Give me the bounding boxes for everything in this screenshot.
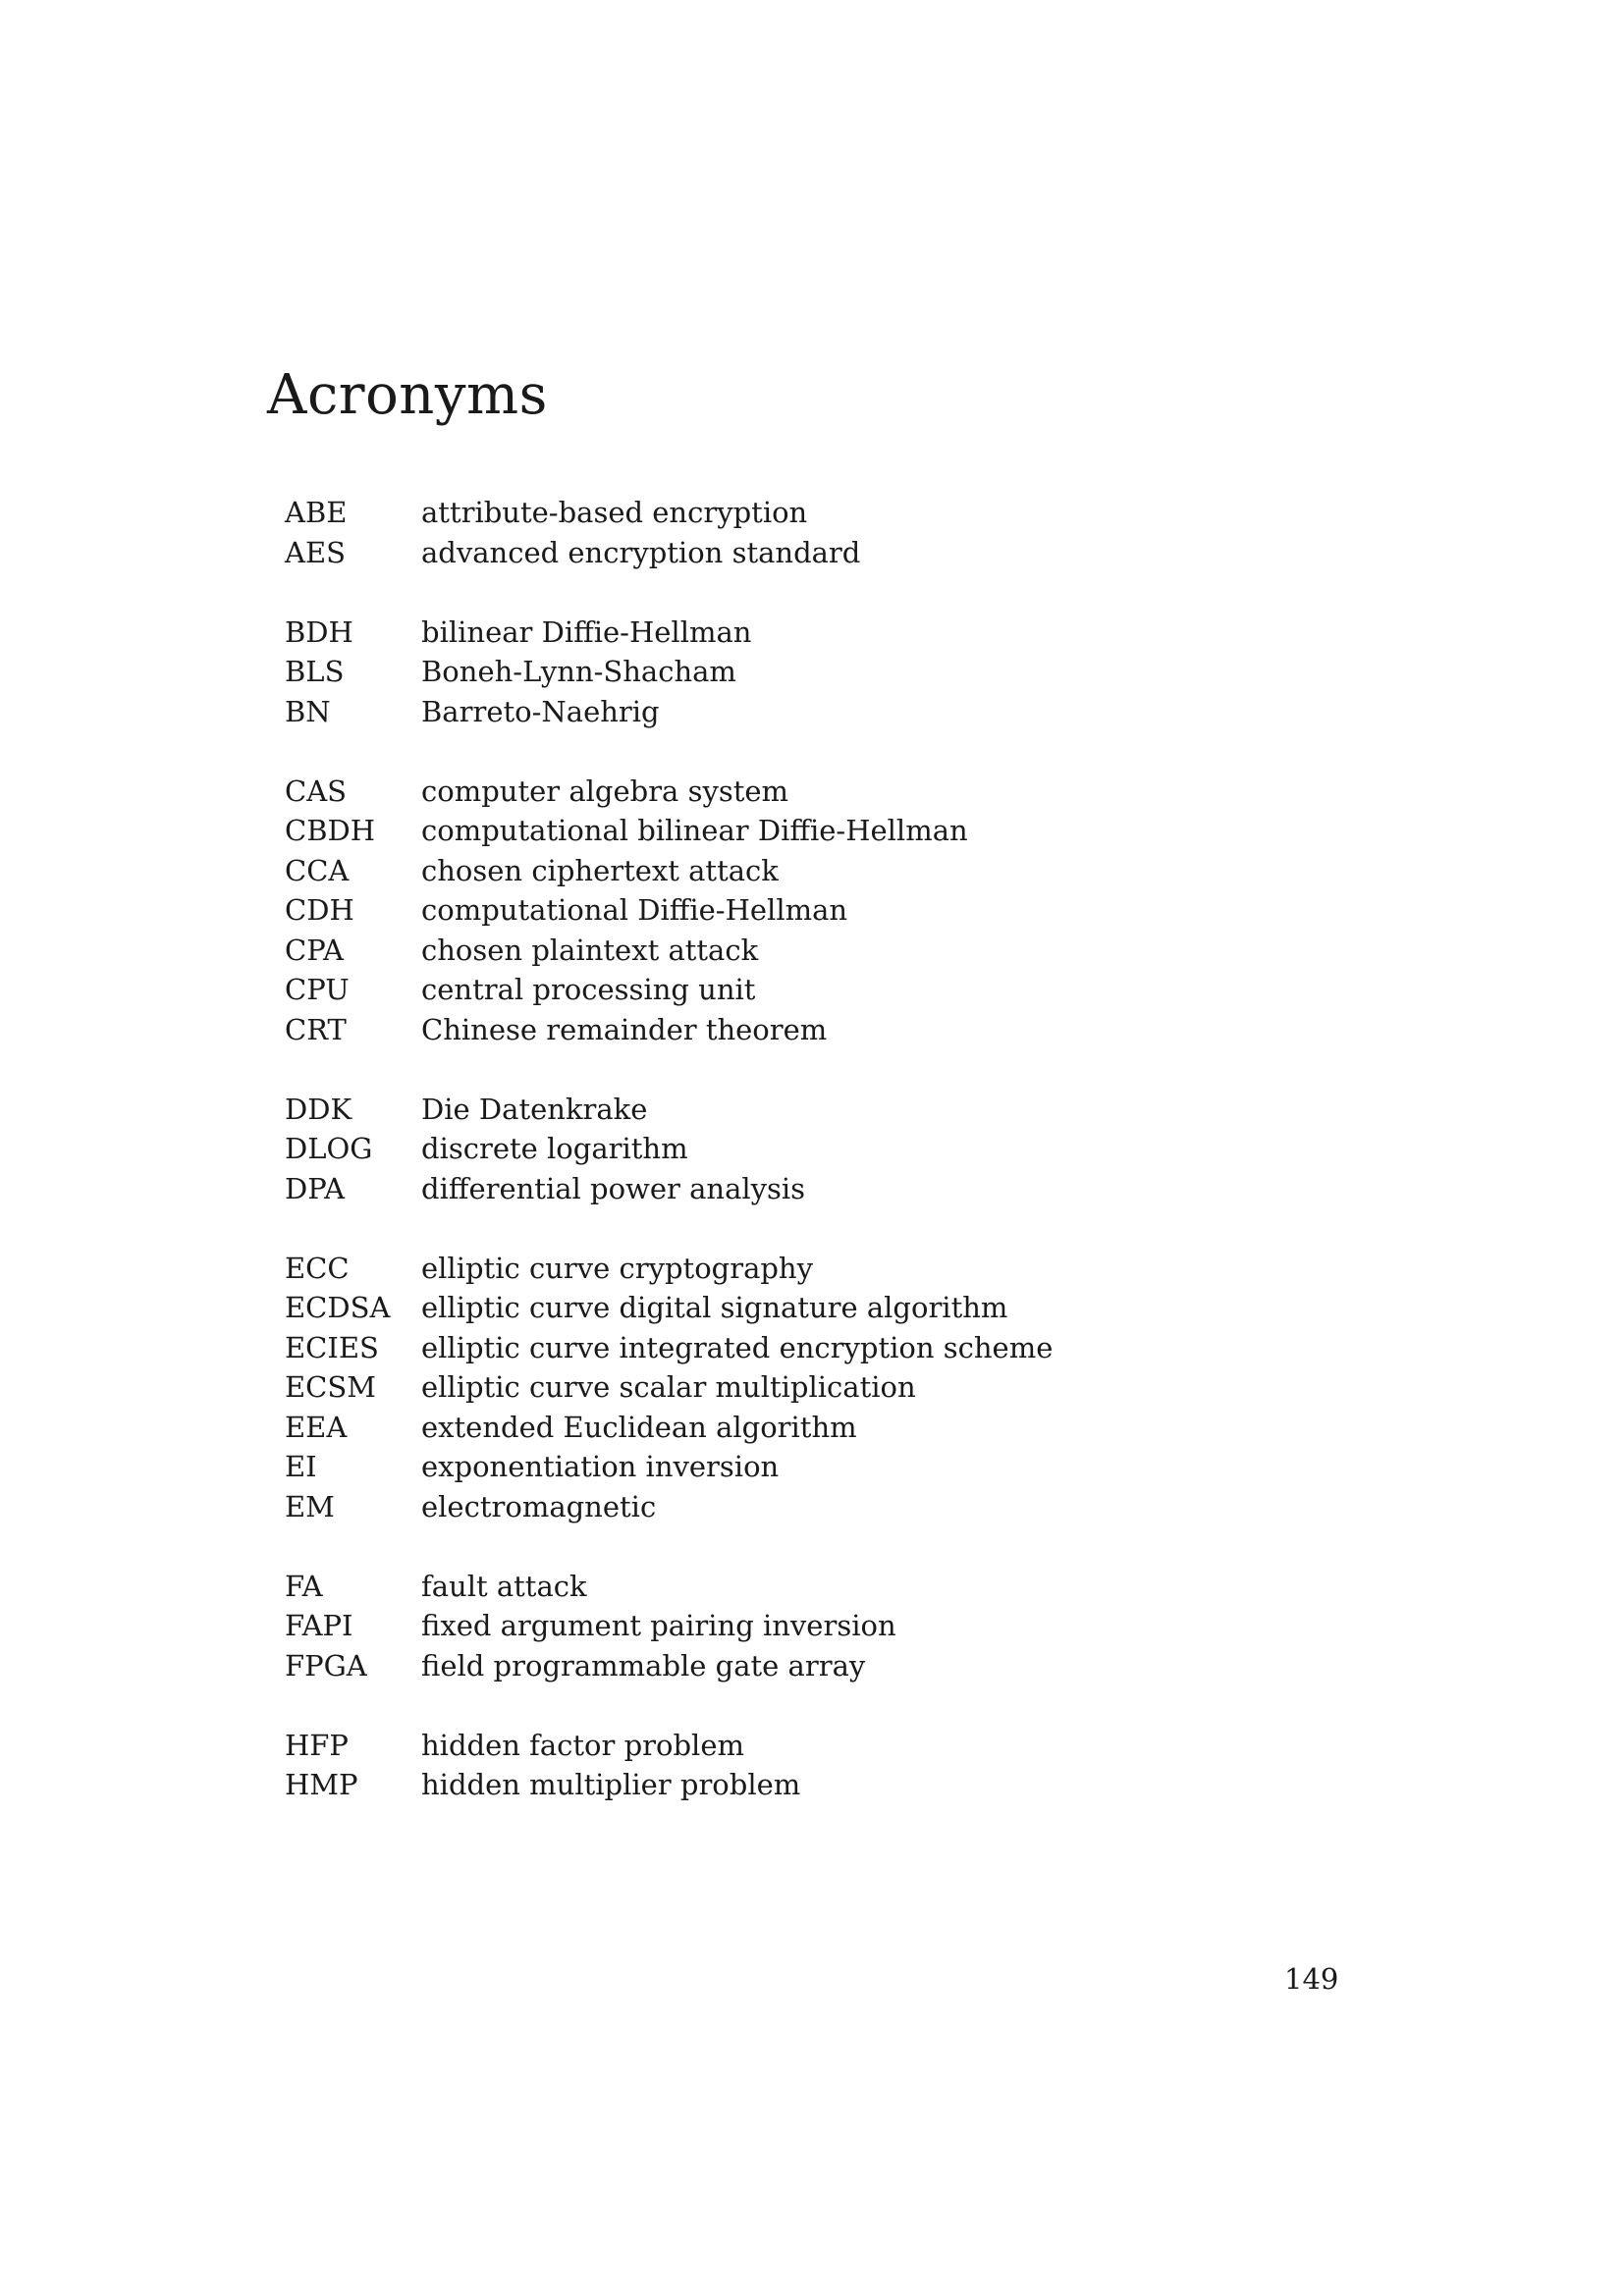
acronym-definition: Boneh-Lynn-Shacham	[421, 655, 736, 688]
acronym-abbr: CRT	[285, 1012, 347, 1046]
acronym-definition: chosen plaintext attack	[421, 933, 759, 967]
acronym-entry	[285, 851, 1168, 891]
acronym-abbr: ECDSA	[285, 1291, 391, 1324]
acronym-abbr: HFP	[285, 1728, 349, 1762]
acronym-entry	[285, 1765, 1168, 1805]
acronym-entry	[285, 1288, 1168, 1328]
page-title: Acronyms	[267, 363, 548, 427]
acronym-definition: chosen ciphertext attack	[421, 853, 779, 887]
acronym-entry	[285, 1367, 1168, 1408]
acronym-abbr: DDK	[285, 1092, 352, 1126]
acronym-group-c	[285, 772, 1168, 1050]
acronym-definition: hidden multiplier problem	[421, 1768, 801, 1801]
acronym-group-e	[285, 1249, 1168, 1527]
acronym-group-b	[285, 613, 1168, 732]
acronym-abbr: FA	[285, 1569, 323, 1603]
acronym-entry	[285, 1567, 1168, 1607]
acronym-abbr: CBDH	[285, 814, 376, 847]
acronym-definition: Chinese remainder theorem	[421, 1012, 828, 1046]
acronym-entry	[285, 1447, 1168, 1487]
acronym-abbr: FPGA	[285, 1648, 367, 1682]
acronym-definition: field programmable gate array	[421, 1648, 866, 1682]
acronym-abbr: EI	[285, 1450, 317, 1483]
acronym-entry	[285, 1249, 1168, 1289]
acronym-abbr: CAS	[285, 774, 347, 808]
acronym-group-d	[285, 1090, 1168, 1209]
acronym-abbr: DPA	[285, 1171, 346, 1205]
acronym-definition: computational bilinear Diffie-Hellman	[421, 814, 968, 847]
acronym-abbr: EM	[285, 1489, 335, 1523]
acronym-definition: elliptic curve scalar multiplication	[421, 1370, 916, 1404]
acronym-abbr: AES	[285, 535, 346, 569]
acronym-definition: Barreto-Naehrig	[421, 694, 660, 728]
acronym-entry	[285, 772, 1168, 812]
acronym-definition: bilinear Diffie-Hellman	[421, 614, 752, 649]
acronym-abbr: CCA	[285, 853, 350, 887]
page-number: 149	[1284, 1962, 1339, 1996]
acronym-entry	[285, 493, 1168, 533]
acronym-definition: hidden factor problem	[421, 1728, 744, 1762]
acronym-definition: fault attack	[421, 1569, 587, 1603]
acronym-abbr: BLS	[285, 655, 345, 688]
acronym-definition: attribute-based encryption	[421, 496, 808, 529]
acronym-definition: elliptic curve cryptography	[421, 1251, 813, 1285]
acronym-group-a	[285, 493, 1168, 572]
acronym-abbr: ECIES	[285, 1330, 379, 1364]
acronym-definition: computer algebra system	[421, 774, 789, 808]
acronym-entry	[285, 652, 1168, 692]
acronym-list	[285, 493, 1168, 1844]
acronym-entry	[285, 970, 1168, 1010]
acronym-entry	[285, 1408, 1168, 1448]
acronym-definition: electromagnetic	[421, 1489, 657, 1523]
acronym-entry	[285, 1328, 1168, 1368]
acronym-entry	[285, 1169, 1168, 1209]
acronym-definition: central processing unit	[421, 973, 756, 1006]
acronym-entry	[285, 931, 1168, 971]
acronym-definition: extended Euclidean algorithm	[421, 1410, 857, 1444]
acronym-entry	[285, 811, 1168, 851]
acronym-entry	[285, 692, 1168, 732]
acronym-definition: elliptic curve integrated encryption scheme	[421, 1330, 1054, 1364]
acronym-entry	[285, 613, 1168, 653]
acronym-definition: differential power analysis	[421, 1171, 806, 1205]
acronym-group-f	[285, 1567, 1168, 1686]
acronym-entry	[285, 890, 1168, 931]
acronym-abbr: DLOG	[285, 1132, 373, 1165]
acronym-definition: elliptic curve digital signature algorithm	[421, 1291, 1008, 1324]
acronym-group-h	[285, 1726, 1168, 1805]
acronym-abbr: ECSM	[285, 1370, 376, 1404]
acronym-definition: Die Datenkrake	[421, 1092, 648, 1126]
acronym-abbr: EEA	[285, 1410, 348, 1444]
acronym-abbr: CDH	[285, 893, 354, 927]
acronym-entry	[285, 1487, 1168, 1527]
acronym-abbr: ABE	[285, 496, 348, 529]
acronym-abbr: CPA	[285, 933, 344, 967]
acronym-abbr: HMP	[285, 1768, 358, 1801]
acronym-entry	[285, 1010, 1168, 1050]
acronym-entry	[285, 1726, 1168, 1766]
acronym-abbr: BDH	[285, 614, 353, 649]
acronym-entry	[285, 1646, 1168, 1686]
acronym-definition: fixed argument pairing inversion	[421, 1609, 896, 1642]
acronym-definition: advanced encryption standard	[421, 535, 861, 569]
acronym-definition: discrete logarithm	[421, 1132, 688, 1165]
acronym-abbr: ECC	[285, 1251, 350, 1285]
acronym-definition: computational Diffie-Hellman	[421, 893, 848, 927]
acronym-abbr: BN	[285, 694, 331, 728]
acronym-abbr: CPU	[285, 973, 350, 1006]
acronym-entry	[285, 1129, 1168, 1169]
acronym-entry	[285, 533, 1168, 573]
acronym-entry	[285, 1090, 1168, 1130]
acronym-entry	[285, 1606, 1168, 1646]
acronym-abbr: FAPI	[285, 1609, 353, 1642]
acronym-definition: exponentiation inversion	[421, 1450, 780, 1483]
